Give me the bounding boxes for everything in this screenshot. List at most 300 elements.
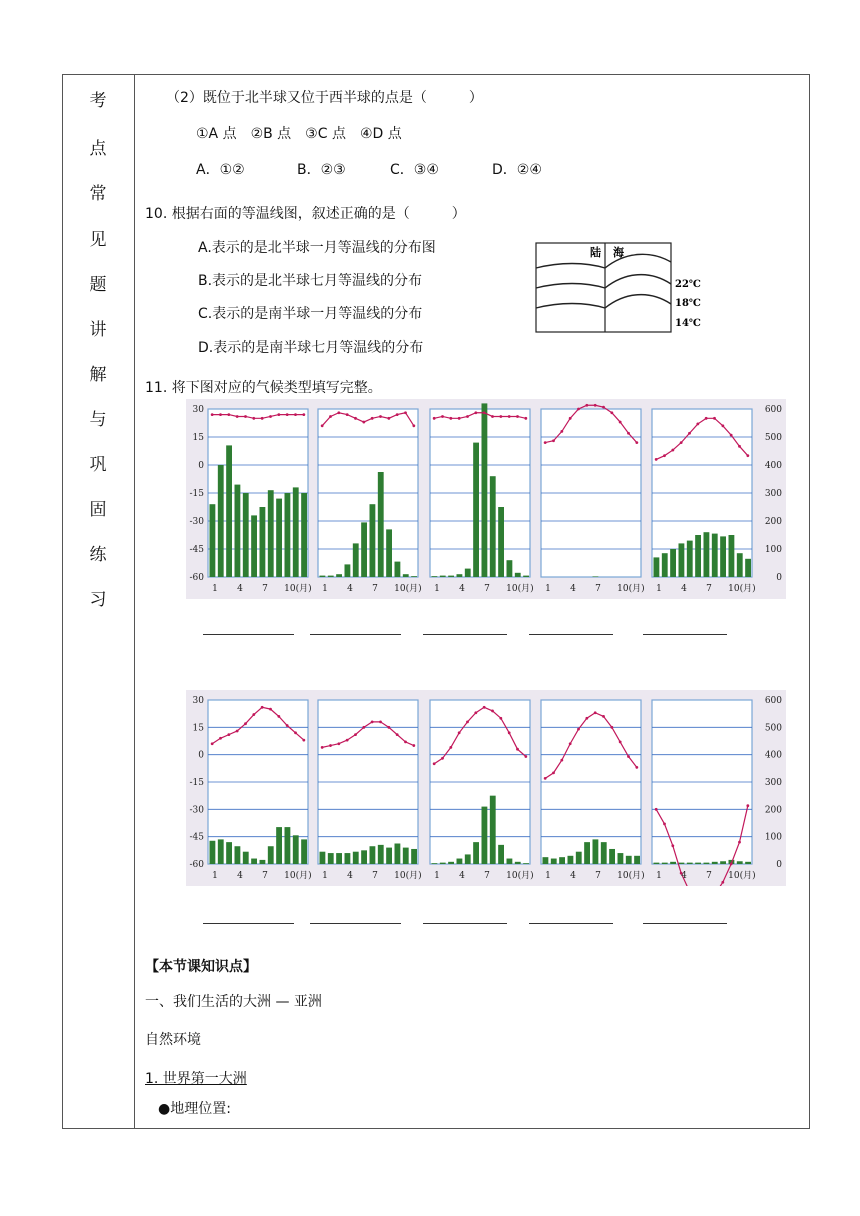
temperature-point [466, 415, 469, 418]
bullet-item: ●地理位置: [158, 1101, 231, 1117]
side-heading-char: 见 [89, 230, 107, 250]
precipitation-bar [490, 796, 496, 864]
precipitation-bar [473, 842, 479, 864]
y-tick-label: 400 [764, 750, 782, 761]
precipitation-bar [737, 553, 743, 577]
temperature-point [483, 706, 486, 709]
x-tick-label: 4 [459, 871, 465, 881]
precipitation-bar [370, 846, 376, 864]
precipitation-bar [395, 844, 401, 865]
answer-blank[interactable] [643, 923, 727, 924]
precipitation-bar [482, 807, 488, 864]
precipitation-bar [695, 535, 701, 577]
precipitation-bar [218, 839, 224, 864]
temperature-point [337, 742, 340, 745]
precipitation-bar [218, 465, 224, 577]
section-title: 一、我们生活的大洲 — 亚洲 [145, 994, 322, 1010]
temperature-point [602, 715, 605, 718]
y-tick-label: -60 [189, 573, 204, 583]
y-tick-label: 400 [764, 461, 782, 471]
x-tick-label: 7 [595, 871, 601, 881]
temperature-point [387, 417, 390, 420]
side-heading-char: 常 [89, 184, 107, 204]
precipitation-bar [618, 853, 624, 864]
precipitation-bar [515, 862, 521, 864]
temperature-point [286, 724, 289, 727]
x-tick-label: 10(月) [728, 584, 756, 594]
precipitation-bar [593, 576, 599, 577]
precipitation-bar [634, 856, 640, 864]
x-tick-label: 4 [681, 584, 687, 594]
temperature-point [524, 755, 527, 758]
x-tick-label: 7 [262, 871, 268, 881]
y-tick-label: 30 [192, 405, 204, 415]
temperature-point [244, 415, 247, 418]
temperature-point [433, 417, 436, 420]
precipitation-bar [226, 842, 232, 864]
precipitation-bar [704, 863, 710, 864]
column-divider [134, 74, 135, 1129]
precipitation-bar [378, 472, 384, 577]
temperature-point [302, 413, 305, 416]
precipitation-bar [609, 849, 615, 864]
temperature-point [362, 421, 365, 424]
temperature-point [211, 742, 214, 745]
temperature-point [560, 430, 563, 433]
x-tick-label: 4 [237, 871, 243, 881]
precipitation-bar [320, 852, 326, 864]
y-tick-label: 15 [192, 723, 204, 734]
precipitation-bar [448, 576, 454, 577]
temperature-point [516, 748, 519, 751]
precipitation-bar [386, 529, 392, 577]
climate-chart-set-1 [186, 399, 786, 599]
temperature-point [302, 739, 305, 742]
temperature-point [585, 404, 588, 407]
precipitation-bar [626, 856, 632, 864]
temperature-point [705, 417, 708, 420]
temperature-point [552, 771, 555, 774]
precipitation-bar [276, 499, 282, 577]
precipitation-bar [403, 574, 409, 577]
y-tick-label: 30 [192, 696, 204, 706]
precipitation-bar [251, 515, 257, 577]
precipitation-bar [395, 562, 401, 577]
knowledge-heading: 【本节课知识点】 [145, 959, 257, 975]
temperature-point [516, 415, 519, 418]
precipitation-bar [543, 857, 549, 864]
precipitation-bar [482, 403, 488, 577]
precipitation-bar [345, 564, 351, 577]
precipitation-bar [432, 576, 438, 577]
x-tick-label: 7 [706, 871, 712, 881]
precipitation-bar [328, 576, 334, 577]
isotherm-label: 18℃ [675, 298, 701, 309]
temperature-point [610, 411, 613, 414]
x-tick-label: 4 [347, 584, 353, 594]
q9-choice-b: B．②③ [297, 162, 346, 178]
side-heading-char: 习 [89, 590, 107, 610]
temperature-point [329, 744, 332, 747]
precipitation-bar [276, 827, 282, 864]
temperature-point [680, 441, 683, 444]
temperature-point [261, 706, 264, 709]
side-heading-char: 巩 [89, 455, 107, 475]
x-tick-label: 1 [322, 871, 328, 881]
temperature-point [449, 417, 452, 420]
precipitation-bar [465, 569, 471, 577]
temperature-point [219, 737, 222, 740]
temperature-point [491, 710, 494, 713]
temperature-point [294, 413, 297, 416]
isotherm-label: 14℃ [675, 318, 701, 329]
precipitation-bar [593, 839, 599, 864]
precipitation-bar [235, 846, 241, 864]
precipitation-bar [378, 845, 384, 864]
temperature-point [610, 726, 613, 729]
precipitation-bar [440, 863, 446, 864]
temperature-point [236, 730, 239, 733]
precipitation-bar [457, 859, 463, 864]
temperature-point [619, 741, 622, 744]
x-tick-label: 1 [212, 584, 218, 594]
temperature-point [321, 746, 324, 749]
temperature-point [577, 728, 580, 731]
y-tick-label: 500 [764, 433, 782, 443]
precipitation-bar [285, 493, 291, 577]
temperature-point [219, 413, 222, 416]
precipitation-bar [473, 443, 479, 577]
temperature-point [412, 424, 415, 427]
side-heading-char: 与 [89, 410, 107, 430]
precipitation-bar [720, 536, 726, 577]
temperature-point [569, 417, 572, 420]
y-tick-label: 15 [192, 433, 204, 443]
precipitation-bar [515, 573, 521, 577]
temperature-point [627, 755, 630, 758]
precipitation-bar [243, 852, 249, 864]
land-label: 陆 [590, 246, 601, 259]
x-tick-label: 10(月) [617, 584, 645, 594]
x-tick-label: 1 [656, 871, 662, 881]
precipitation-bar [268, 490, 274, 577]
temperature-point [227, 733, 230, 736]
answer-blank[interactable] [643, 634, 727, 635]
temperature-point [404, 741, 407, 744]
temperature-point [252, 417, 255, 420]
y-tick-label: 0 [198, 461, 204, 471]
temperature-point [738, 445, 741, 448]
answer-blank[interactable] [423, 923, 507, 924]
temperature-point [441, 415, 444, 418]
temperature-point [635, 766, 638, 769]
precipitation-bar [720, 861, 726, 864]
precipitation-bar [328, 853, 334, 864]
precipitation-bar [457, 574, 463, 577]
answer-blank[interactable] [203, 634, 294, 635]
precipitation-bar [353, 852, 359, 864]
side-heading-char: 题 [89, 275, 107, 295]
x-tick-label: 7 [595, 584, 601, 594]
x-tick-label: 7 [372, 584, 378, 594]
temperature-point [746, 804, 749, 807]
precipitation-bar [293, 835, 299, 864]
temperature-point [329, 415, 332, 418]
temperature-point [441, 757, 444, 760]
temperature-point [277, 715, 280, 718]
temperature-point [508, 415, 511, 418]
temperature-point [387, 726, 390, 729]
side-heading-char: 考 [89, 91, 107, 111]
temperature-point [404, 411, 407, 414]
precipitation-bar [210, 841, 216, 864]
temperature-point [635, 441, 638, 444]
x-tick-label: 1 [322, 584, 328, 594]
precipitation-bar [576, 852, 582, 864]
temperature-point [396, 733, 399, 736]
y-tick-label: -30 [189, 517, 204, 527]
x-tick-label: 7 [262, 584, 268, 594]
answer-blank[interactable] [310, 634, 401, 635]
q10-option-d: D.表示的是南半球七月等温线的分布 [198, 340, 424, 356]
precipitation-bar [687, 863, 693, 864]
x-tick-label: 10(月) [506, 584, 534, 594]
temperature-point [721, 424, 724, 427]
q9-points: ①A 点 ②B 点 ③C 点 ④D 点 [196, 126, 402, 142]
temperature-point [466, 720, 469, 723]
precipitation-bar [320, 576, 326, 577]
temperature-point [379, 720, 382, 723]
y-tick-label: -45 [189, 545, 204, 555]
temperature-point [585, 717, 588, 720]
precipitation-bar [584, 842, 590, 864]
x-tick-label: 7 [706, 584, 712, 594]
precipitation-bar [498, 845, 504, 864]
y-tick-label: 500 [764, 723, 782, 734]
x-tick-label: 7 [484, 584, 490, 594]
temperature-point [346, 413, 349, 416]
precipitation-bar [403, 848, 409, 864]
precipitation-bar [712, 862, 718, 864]
precipitation-bar [293, 487, 299, 577]
q9-choice-c: C．③④ [390, 162, 439, 178]
x-tick-label: 4 [681, 871, 687, 881]
q10-option-b: B.表示的是北半球七月等温线的分布 [198, 273, 423, 289]
x-tick-label: 10(月) [394, 871, 422, 881]
precipitation-bar [361, 850, 367, 864]
precipitation-bar [687, 541, 693, 577]
precipitation-bar [268, 846, 274, 864]
temperature-point [619, 421, 622, 424]
precipitation-bar [448, 862, 454, 864]
precipitation-bar [523, 863, 529, 864]
y-tick-label: -60 [189, 860, 204, 870]
side-heading-char: 讲 [89, 320, 107, 340]
precipitation-bar [260, 860, 266, 864]
temperature-point [362, 726, 365, 729]
temperature-point [244, 722, 247, 725]
y-tick-label: 0 [776, 573, 782, 583]
temperature-point [721, 881, 724, 884]
temperature-point [577, 408, 580, 411]
precipitation-bar [662, 553, 668, 577]
side-heading-char: 解 [89, 365, 107, 385]
precipitation-bar [353, 543, 359, 577]
temperature-point [663, 454, 666, 457]
q9-part2: （2）既位于北半球又位于西半球的点是（ ） [166, 90, 483, 106]
answer-blank[interactable] [529, 634, 613, 635]
x-tick-label: 4 [570, 871, 576, 881]
precipitation-bar [432, 863, 438, 864]
y-tick-label: 0 [198, 750, 204, 761]
temperature-point [738, 841, 741, 844]
precipitation-bar [704, 532, 710, 577]
temperature-point [474, 411, 477, 414]
x-tick-label: 7 [372, 871, 378, 881]
climate-chart-row-2 [186, 690, 786, 886]
x-tick-label: 1 [434, 584, 440, 594]
q11-stem: 11. 将下图对应的气候类型填写完整。 [145, 380, 382, 396]
temperature-point [321, 424, 324, 427]
temperature-point [544, 441, 547, 444]
answer-blank[interactable] [423, 634, 507, 635]
temperature-point [449, 746, 452, 749]
temperature-point [730, 434, 733, 437]
precipitation-bar [440, 576, 446, 577]
precipitation-bar [301, 839, 307, 864]
x-tick-label: 1 [545, 584, 551, 594]
precipitation-bar [251, 859, 257, 864]
x-tick-label: 4 [237, 584, 243, 594]
y-tick-label: -45 [189, 832, 204, 843]
temperature-point [412, 744, 415, 747]
y-tick-label: 200 [764, 805, 782, 816]
temperature-point [544, 777, 547, 780]
precipitation-bar [729, 535, 735, 577]
precipitation-bar [679, 863, 685, 864]
side-heading-char: 点 [89, 139, 107, 159]
precipitation-bar [745, 862, 751, 864]
temperature-point [655, 458, 658, 461]
precipitation-bar [361, 522, 367, 577]
precipitation-bar [386, 848, 392, 864]
temperature-point [227, 413, 230, 416]
precipitation-bar [679, 543, 685, 577]
temperature-point [269, 708, 272, 711]
x-tick-label: 10(月) [284, 584, 312, 594]
y-tick-label: 200 [764, 517, 782, 527]
precipitation-bar [601, 842, 607, 864]
temperature-point [474, 711, 477, 714]
x-tick-label: 4 [570, 584, 576, 594]
x-tick-label: 7 [484, 871, 490, 881]
temperature-point [730, 863, 733, 866]
point-title: 1. 世界第一大洲 [145, 1071, 247, 1087]
y-tick-label: -15 [189, 778, 204, 788]
temperature-point [261, 417, 264, 420]
isotherm-diagram [535, 242, 715, 334]
temperature-point [499, 415, 502, 418]
precipitation-bar [712, 534, 718, 577]
answer-blank[interactable] [529, 923, 613, 924]
temperature-point [371, 720, 374, 723]
precipitation-bar [411, 576, 417, 577]
temperature-point [269, 415, 272, 418]
temperature-point [696, 423, 699, 426]
precipitation-bar [737, 861, 743, 864]
temperature-point [746, 454, 749, 457]
x-tick-label: 4 [459, 584, 465, 594]
q10-stem: 10. 根据右面的等温线图，叙述正确的是（ ） [145, 206, 466, 222]
precipitation-bar [507, 859, 513, 864]
q10-option-a: A.表示的是北半球一月等温线的分布图 [198, 240, 436, 256]
q9-choice-d: D．②④ [492, 162, 542, 178]
temperature-point [458, 731, 461, 734]
temperature-point [594, 404, 597, 407]
precipitation-bar [551, 859, 557, 864]
precipitation-bar [745, 559, 751, 577]
precipitation-bar [210, 504, 216, 577]
precipitation-bar [465, 854, 471, 864]
temperature-point [594, 711, 597, 714]
y-tick-label: 300 [764, 489, 782, 499]
precipitation-bar [260, 507, 266, 577]
precipitation-bar [411, 849, 417, 864]
precipitation-bar [662, 863, 668, 864]
temperature-point [508, 731, 511, 734]
y-tick-label: 600 [764, 696, 782, 706]
answer-blank[interactable] [310, 923, 401, 924]
y-tick-label: -30 [189, 805, 204, 816]
precipitation-bar [695, 863, 701, 864]
temperature-point [627, 432, 630, 435]
precipitation-bar [301, 493, 307, 577]
climate-chart-set-2 [186, 690, 786, 886]
precipitation-bar [654, 557, 660, 577]
x-tick-label: 1 [212, 871, 218, 881]
temperature-point [655, 808, 658, 811]
temperature-point [491, 415, 494, 418]
answer-blank[interactable] [203, 923, 294, 924]
q9-choice-a: A．①② [196, 162, 245, 178]
x-tick-label: 1 [434, 871, 440, 881]
precipitation-bar [243, 493, 249, 577]
precipitation-bar [654, 863, 660, 864]
temperature-point [671, 449, 674, 452]
temperature-point [354, 733, 357, 736]
precipitation-bar [490, 476, 496, 577]
precipitation-bar [670, 549, 676, 577]
x-tick-label: 10(月) [617, 871, 645, 881]
y-tick-label: 0 [776, 860, 782, 870]
precipitation-bar [507, 560, 513, 577]
sea-label: 海 [613, 246, 624, 259]
x-tick-label: 10(月) [394, 584, 422, 594]
temperature-point [433, 762, 436, 765]
x-tick-label: 10(月) [728, 871, 756, 881]
x-tick-label: 1 [656, 584, 662, 594]
temperature-point [458, 417, 461, 420]
precipitation-bar [336, 853, 342, 864]
temperature-point [569, 742, 572, 745]
y-tick-label: 600 [764, 405, 782, 415]
temperature-point [560, 759, 563, 762]
temperature-point [552, 439, 555, 442]
temperature-point [524, 417, 527, 420]
temperature-point [396, 413, 399, 416]
climate-chart-row-1 [186, 399, 786, 599]
temperature-point [499, 717, 502, 720]
